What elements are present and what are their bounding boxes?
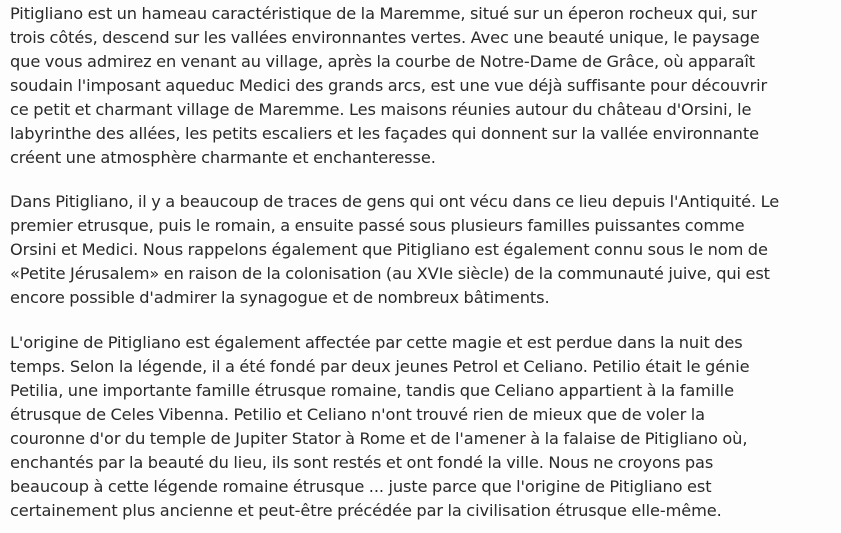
text-line: couronne d'or du temple de Jupiter Stator à Rome et de l'amener à la falaise de Pitigliano où,: [10, 429, 748, 448]
text-line: enchantés par la beauté du lieu, ils sont restés et ont fondé la ville. Nous ne croyons pas: [10, 453, 714, 472]
text-line: que vous admirez en venant au village, après la courbe de Notre-Dame de Grâce, où apparaît: [10, 52, 756, 71]
text-line: Orsini et Medici. Nous rappelons également que Pitigliano est également connu sous le nom de: [10, 240, 768, 259]
text-line: ce petit et charmant village de Maremme. Les maisons réunies autour du château d'Orsini, le: [10, 100, 752, 119]
text-line: Petilia, une importante famille étrusque romaine, tandis que Celiano appartient à la famille: [10, 381, 734, 400]
text-line: encore possible d'admirer la synagogue et de nombreux bâtiments.: [10, 288, 550, 307]
text-line: L'origine de Pitigliano est également affectée par cette magie et est perdue dans la nuit des: [10, 333, 743, 352]
text-line: temps. Selon la légende, il a été fondé par deux jeunes Petrol et Celiano. Petilio était le génie: [10, 357, 750, 376]
text-line: Dans Pitigliano, il y a beaucoup de traces de gens qui ont vécu dans ce lieu depuis l'Antiquité. Le: [10, 192, 780, 211]
text-line: beaucoup à cette légende romaine étrusque ... juste parce que l'origine de Pitigliano est: [10, 477, 712, 496]
paragraph-2: [10, 190, 831, 310]
text-line: Pitigliano est un hameau caractéristique de la Maremme, situé sur un éperon rocheux qui, sur: [10, 4, 757, 23]
paragraph-1: [10, 0, 831, 170]
text-line: soudain l'imposant aqueduc Medici des grands arcs, est une vue déjà suffisante pour découvrir: [10, 76, 768, 95]
text-line: «Petite Jérusalem» en raison de la colonisation (au XVIe siècle) de la communauté juive, qui est: [10, 264, 770, 283]
text-line: créent une atmosphère charmante et enchanteresse.: [10, 148, 436, 167]
text-line: étrusque de Celes Vibenna. Petilio et Celiano n'ont trouvé rien de mieux que de voler la: [10, 405, 705, 424]
text-line: certainement plus ancienne et peut-être précédée par la civilisation étrusque elle-même.: [10, 501, 722, 520]
paragraph-3: [10, 331, 831, 523]
text-line: premier etrusque, puis le romain, a ensuite passé sous plusieurs familles puissantes comme: [10, 216, 745, 235]
text-line: labyrinthe des allées, les petits escaliers et les façades qui donnent sur la vallée environnante: [10, 124, 759, 143]
text-line: trois côtés, descend sur les vallées environnantes vertes. Avec une beauté unique, le paysage: [10, 28, 760, 47]
